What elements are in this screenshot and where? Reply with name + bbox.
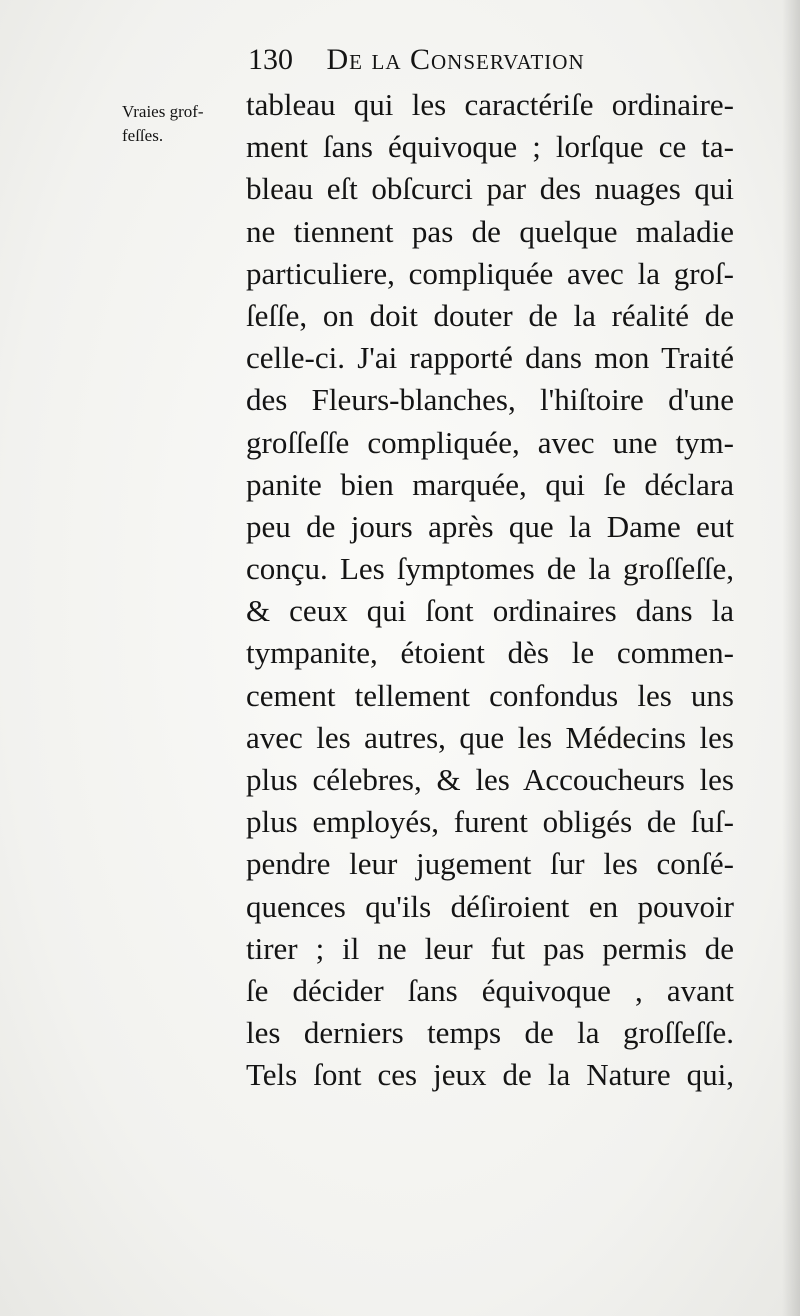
text-line: Tels ſont ces jeux de la Nature qui, xyxy=(246,1057,734,1093)
text-line: ment ſans équivoque ; lorſque ce ta- xyxy=(246,129,734,165)
margin-note xyxy=(122,100,240,148)
text-line: les derniers temps de la groſſeſſe. xyxy=(246,1015,734,1051)
text-line: tirer ; il ne leur fut pas permis de xyxy=(246,930,734,966)
text-line: panite bien marquée, qui ſe déclara xyxy=(246,466,734,502)
text-line: ne tiennent pas de quelque maladie xyxy=(246,213,734,249)
running-title: De la Conservation xyxy=(326,43,585,76)
text-line: ſe décider ſans équivoque , avant xyxy=(246,972,734,1008)
running-header xyxy=(248,38,668,82)
text-line: des Fleurs-blanches, l'hiſtoire d'une xyxy=(246,382,734,418)
text-line: quences qu'ils déſiroient en pouvoir xyxy=(246,888,734,924)
body-text xyxy=(246,84,734,1097)
text-line: conçu. Les ſymptomes de la groſſeſſe, xyxy=(246,551,734,587)
text-line: celle-ci. J'ai rapporté dans mon Traité xyxy=(246,340,734,376)
page-number: 130 xyxy=(248,43,293,76)
text-line: plus employés, furent obligés de ſuſ- xyxy=(246,804,734,840)
text-line: particuliere, compliquée avec la groſ- xyxy=(246,255,734,291)
text-line: tympanite, étoient dès le commen- xyxy=(246,635,734,671)
margin-note-line: Vraies grof- xyxy=(122,102,204,121)
text-line: plus célebres, & les Accoucheurs les xyxy=(246,762,734,797)
text-line: bleau eſt obſcurci par des nuages qui xyxy=(246,171,734,207)
margin-note-line: feſſes. xyxy=(122,126,164,145)
text-line: tableau qui les caractériſe ordinaire- xyxy=(246,87,734,122)
text-line: cement tellement confondus les uns xyxy=(246,677,734,713)
text-line: ſeſſe, on doit douter de la réalité de xyxy=(246,297,734,333)
text-line: peu de jours après que la Dame eut xyxy=(246,508,734,544)
text-line: & ceux qui ſont ordinaires dans la xyxy=(246,593,734,629)
text-line: groſſeſſe compliquée, avec une tym- xyxy=(246,424,734,460)
text-line: pendre leur jugement ſur les conſé- xyxy=(246,846,734,882)
page-edge-shadow xyxy=(782,0,800,1316)
text-line: avec les autres, que les Médecins les xyxy=(246,719,734,755)
